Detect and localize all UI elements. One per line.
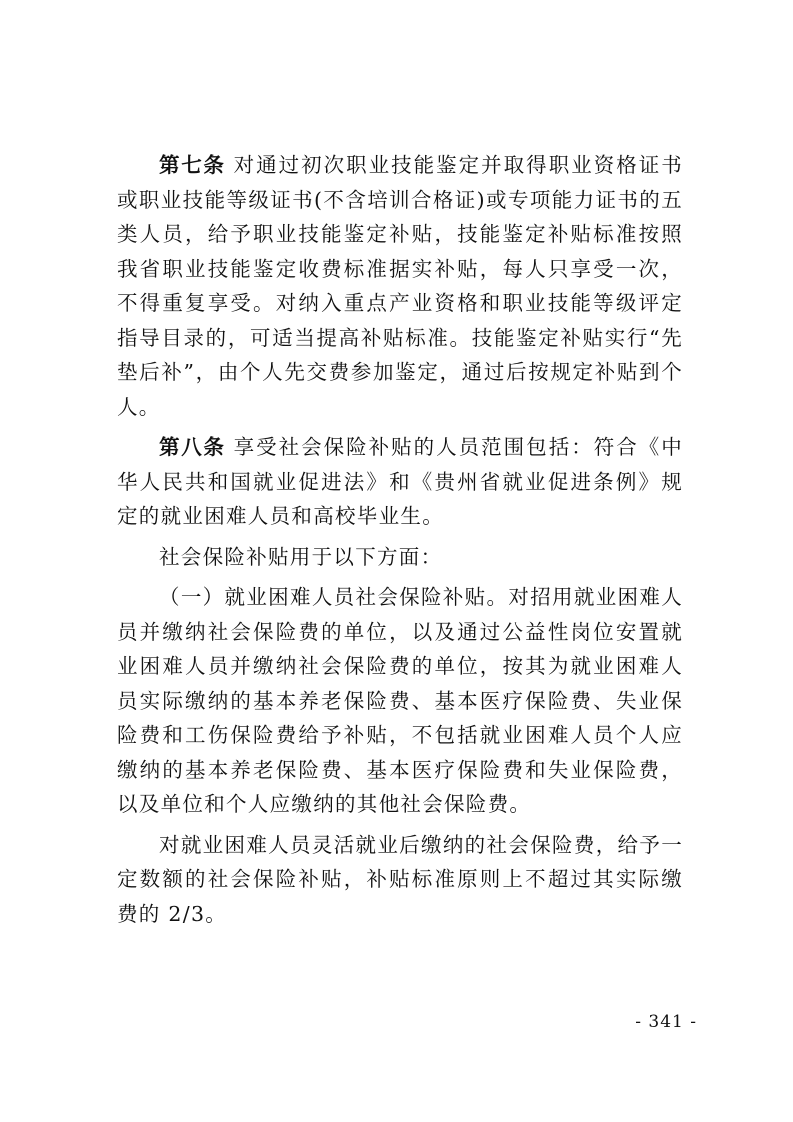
article-7-text: 对通过初次职业技能鉴定并取得职业资格证书或职业技能等级证书(不含培训合格证)或专项能力证书的五类人员，给予职业技能鉴定补贴，技能鉴定补贴标准按照我省职业技能鉴定收费标准据实补贴，每人只享受一次，不得重复享受。对纳入重点产业资格和职业技能等级评定指导目录的，可适当提高补贴标准。技能鉴定补贴实行“先垫后补”，由个人先交费参加鉴定，通过后按规定补贴到个人。: [117, 153, 684, 419]
article-7-heading: 第七条: [159, 153, 226, 177]
item-1-paragraph: （一）就业困难人员社会保险补贴。对招用就业困难人员并缴纳社会保险费的单位，以及通过公益性岗位安置就业困难人员并缴纳社会保险费的单位，按其为就业困难人员实际缴纳的基本养老保险费、基本医疗保险费、失业保险费和工伤保险费给予补贴，不包括就业困难人员个人应缴纳的基本养老保险费、基本医疗保险费和失业保险费，以及单位和个人应缴纳的其他社会保险费。: [117, 585, 683, 816]
article-8-paragraph: [117, 430, 683, 534]
article-8-text: 享受社会保险补贴的人员范围包括：符合《中华人民共和国就业促进法》和《贵州省就业促进条例》规定的就业困难人员和高校毕业生。: [117, 435, 684, 528]
document-body: [117, 148, 683, 937]
uses-paragraph: 社会保险补贴用于以下方面：: [159, 544, 443, 569]
page-number: - 341 -: [635, 1012, 697, 1032]
article-7-paragraph: [117, 148, 683, 424]
flexible-employment-paragraph: 对就业困难人员灵活就业后缴纳的社会保险费，给予一定数额的社会保险补贴，补贴标准原则上不超过其实际缴费的 2/3。: [117, 832, 683, 926]
article-8-heading: 第八条: [159, 435, 226, 459]
